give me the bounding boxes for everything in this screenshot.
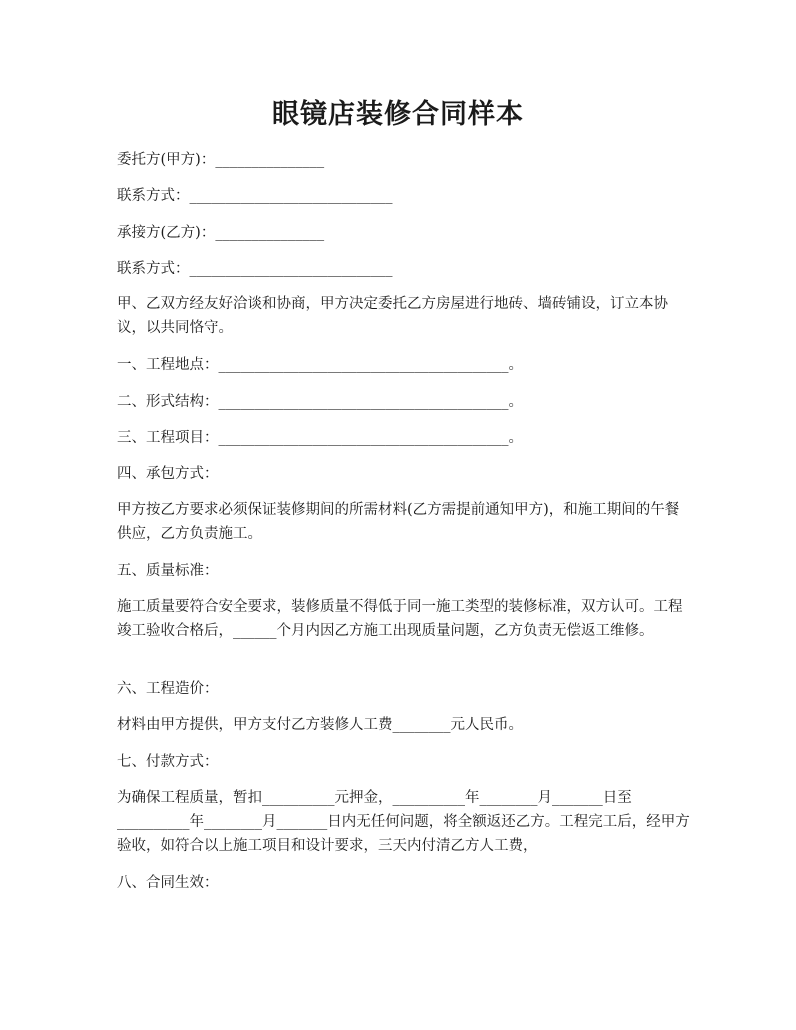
section-2-structure: 二、形式结构：________________________________________。: [117, 394, 523, 410]
client-line: 委托方(甲方)：_______________: [117, 152, 325, 168]
section-6-heading: 六、工程造价：: [117, 681, 219, 697]
section-7-body: 为确保工程质量，暂扣__________元押金，__________年________月_______日至__________年________月_______日内无任何问题，将全额返还乙方。工程完工后，经甲方验收，如符合以上施工项目和设计要求，三天内付清乙方人工费，: [117, 790, 690, 854]
section-4-heading: 四、承包方式：: [117, 466, 219, 482]
document-title: 眼镜店装修合同样本: [272, 99, 524, 130]
client-contact-line: 联系方式：____________________________: [117, 188, 393, 204]
section-5-heading: 五、质量标准：: [117, 563, 219, 579]
section-6-body: 材料由甲方提供，甲方支付乙方装修人工费________元人民币。: [117, 717, 523, 733]
section-3-project: 三、工程项目：________________________________________。: [117, 430, 523, 446]
section-8-heading: 八、合同生效：: [117, 875, 219, 891]
section-5-body: 施工质量要符合安全要求，装修质量不得低于同一施工类型的装修标准，双方认可。工程竣工验收合格后，______个月内因乙方施工出现质量问题，乙方负责无偿返工维修。: [117, 599, 683, 639]
section-7-heading: 七、付款方式：: [117, 754, 219, 770]
contractor-contact-line: 联系方式：____________________________: [117, 261, 393, 277]
contractor-line: 承接方(乙方)：_______________: [117, 225, 325, 241]
intro-paragraph: 甲、乙双方经友好洽谈和协商，甲方决定委托乙方房屋进行地砖、墙砖铺设，订立本协议，以共同恪守。: [117, 296, 668, 336]
section-4-body: 甲方按乙方要求必须保证装修期间的所需材料(乙方需提前通知甲方)，和施工期间的午餐供应，乙方负责施工。: [117, 502, 680, 542]
section-1-location: 一、工程地点：________________________________________。: [117, 357, 523, 373]
